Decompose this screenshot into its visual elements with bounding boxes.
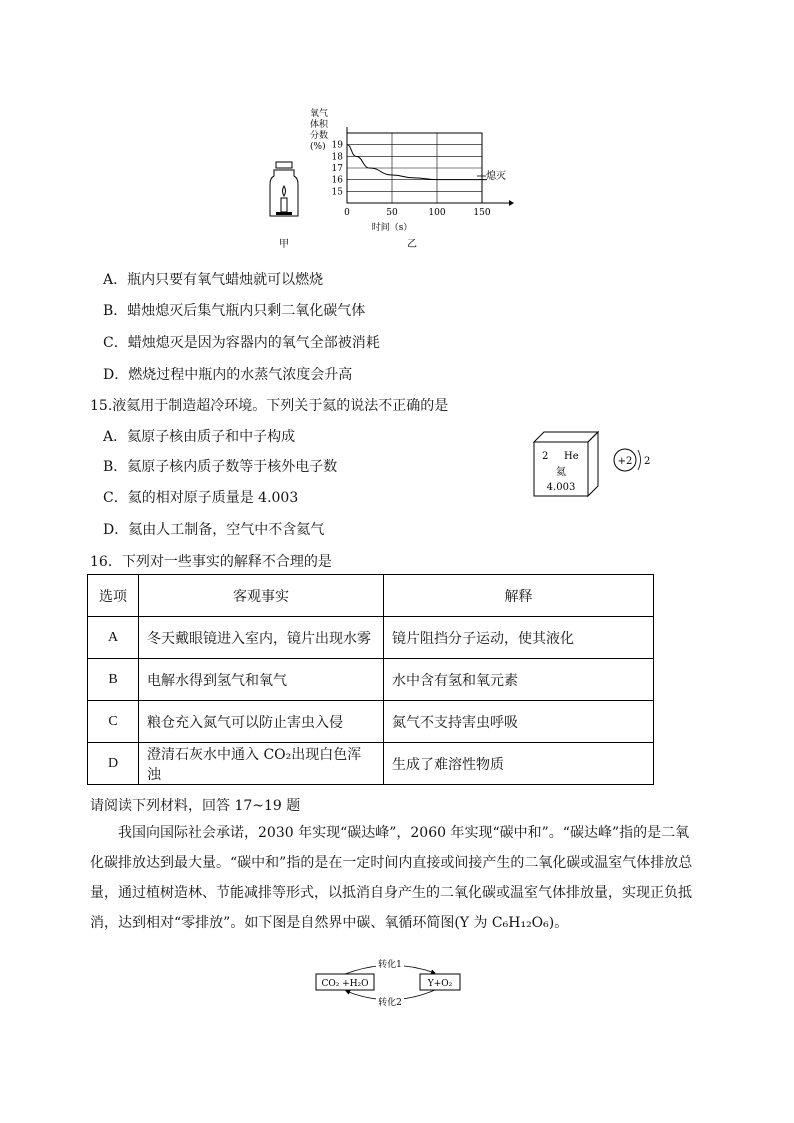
x-tick-label: 150 [473, 208, 491, 218]
y-tick-label: 19 [331, 140, 343, 151]
row-option: A [88, 617, 139, 659]
row-explanation: 水中含有氢和氧元素 [384, 659, 654, 701]
ylabel-line-2: 体积 [310, 120, 329, 130]
table-header-row [88, 575, 654, 617]
carbon-cycle-diagram [310, 955, 470, 1015]
row-fact: 冬天戴眼镜进入室内，镜片出现水雾 [139, 617, 384, 659]
y-tick-label: 17 [331, 164, 343, 174]
row-option: C [88, 701, 139, 743]
q14-option-c: C．蜡烛熄灭是因为容器内的氧气全部被消耗 [103, 335, 380, 351]
chart-grid [347, 127, 514, 206]
element-number: 2 [542, 451, 549, 462]
element-mass: 4.003 [546, 482, 576, 493]
chart-y-ticks [332, 141, 344, 198]
chart-ylabel [310, 107, 329, 152]
q14-option-a: A．瓶内只要有氧气蜡烛就可以燃烧 [103, 272, 324, 288]
reading-paragraph: 我国向国际社会承诺，2030 年实现“碳达峰”，2060 年实现“碳中和”。“碳达峰”指的是二氧化碳排放达到最大量。“碳中和”指的是在一定时间内直接或间接产生的二氧化碳或温室气体排放总量，通过植树造林、节能减排等形式，以抵消自身产生的二氧化碳或温室气体排放量，实现正负抵消，达到相对“零排放”。如下图是自然界中碳、氧循环简图(Y 为 C₆H₁₂O₆)。 [90, 825, 693, 931]
reading-intro: 请阅读下列材料，回答 17~19 题 [90, 798, 301, 814]
x-axis-arrow [509, 200, 514, 206]
element-symbol: He [564, 451, 579, 462]
header-fact: 客观事实 [139, 575, 384, 617]
facts-table [87, 574, 654, 785]
y-tick-label: 16 [331, 175, 343, 186]
table-row [88, 617, 654, 659]
row-explanation: 生成了难溶性物质 [384, 743, 654, 785]
chart-x-ticks [344, 208, 491, 218]
figure-label-yi: 乙 [407, 239, 417, 250]
atom-nucleus: +2 [617, 456, 633, 467]
atom-structure-diagram [610, 446, 654, 476]
q15-stem: 15.液氦用于制造超冷环境。下列关于氦的说法不正确的是 [90, 398, 449, 414]
x-tick-label: 50 [386, 208, 398, 218]
cycle-right-box: Y+O₂ [427, 979, 453, 989]
y-tick-label: 15 [331, 187, 343, 198]
oxygen-chart [300, 104, 530, 254]
q14-option-d: D．燃烧过程中瓶内的水蒸气浓度会升高 [103, 367, 353, 383]
row-fact: 粮仓充入氮气可以防止害虫入侵 [139, 701, 384, 743]
ylabel-line-4: (%) [310, 142, 326, 152]
figure-label-jia: 甲 [279, 239, 289, 250]
element-card [530, 428, 602, 498]
header-explanation: 解释 [384, 575, 654, 617]
q14-option-b: B．蜡烛熄灭后集气瓶内只剩二氧化碳气体 [103, 303, 366, 319]
cycle-top-label: 转化1 [378, 960, 402, 970]
element-name: 氦 [556, 467, 566, 478]
x-tick-label: 0 [344, 208, 350, 218]
table-row [88, 743, 654, 785]
atom-electrons: 2 [644, 456, 651, 467]
q15-option-c: C．氦的相对原子质量是 4.003 [103, 490, 299, 506]
row-explanation: 氮气不支持害虫呼吸 [384, 701, 654, 743]
q15-option-d: D．氦由人工制备，空气中不含氦气 [103, 522, 325, 538]
chart-series-line [347, 145, 487, 180]
x-tick-label: 100 [428, 208, 446, 218]
cycle-bottom-label: 转化2 [378, 998, 402, 1008]
row-option: B [88, 659, 139, 701]
chart-annotation: 熄灭 [486, 171, 506, 182]
table-row [88, 659, 654, 701]
q15-option-b: B．氦原子核内质子数等于核外电子数 [103, 459, 338, 475]
row-fact: 电解水得到氢气和氧气 [139, 659, 384, 701]
row-explanation: 镜片阻挡分子运动，使其液化 [384, 617, 654, 659]
y-tick-label: 18 [331, 152, 343, 163]
row-option: D [88, 743, 139, 785]
header-option: 选项 [88, 575, 139, 617]
q15-option-a: A．氦原子核由质子和中子构成 [103, 429, 296, 445]
q16-stem: 16．下列对一些事实的解释不合理的是 [90, 554, 332, 570]
ylabel-line-1: 氧气 [310, 109, 329, 119]
table-row [88, 701, 654, 743]
ylabel-line-3: 分数 [310, 131, 329, 141]
cycle-left-box: CO₂ +H₂O [321, 979, 369, 989]
row-fact: 澄清石灰水中通入 CO₂出现白色浑浊 [139, 743, 384, 785]
chart-xlabel: 时间（s） [371, 223, 413, 233]
